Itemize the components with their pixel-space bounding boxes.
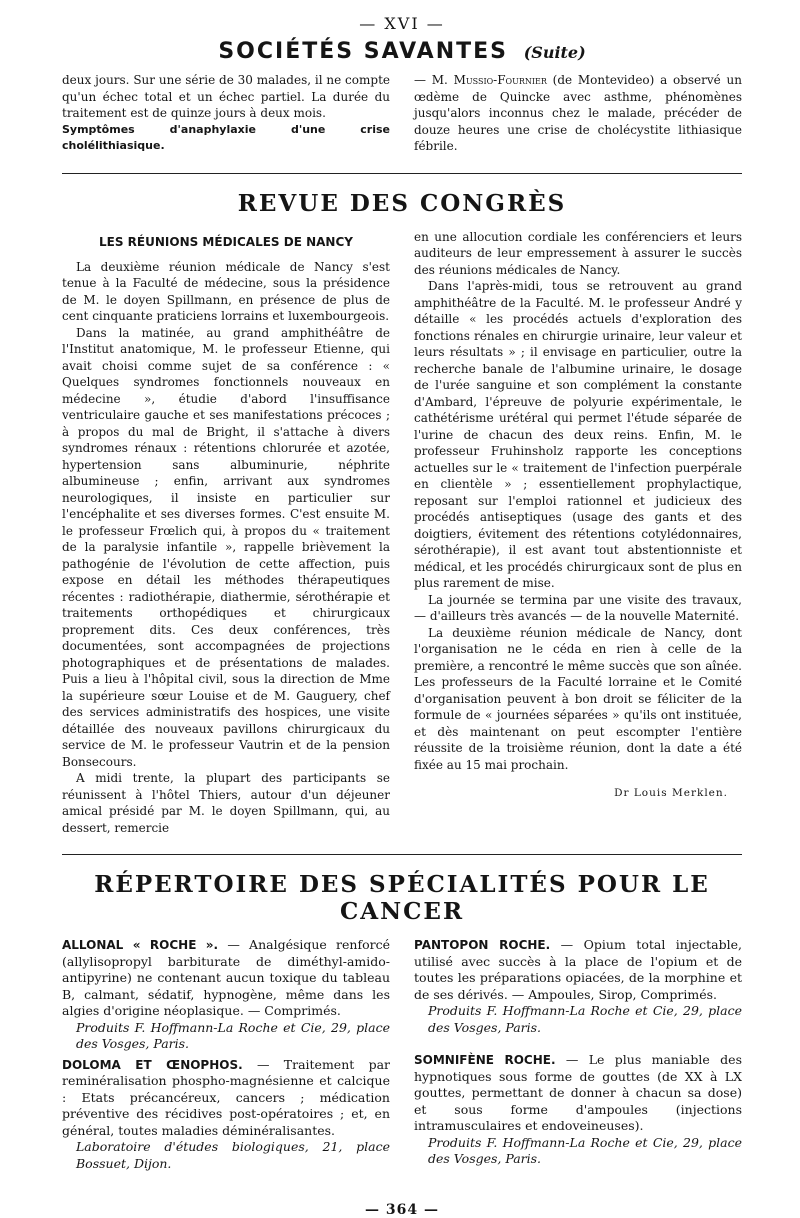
congres-subtitle: LES RÉUNIONS MÉDICALES DE NANCY xyxy=(99,234,353,249)
product-description xyxy=(62,937,390,1020)
page-roman-number: — XVI — xyxy=(359,14,445,33)
product-description xyxy=(62,1057,390,1140)
page-number: — 364 — xyxy=(365,1202,439,1218)
congres-left-paragraph: A midi trente, la plupart des participants se réunissent à l'hôtel Thiers, autour d'un déjeuner amical présidé par M. le doyen Spillmann, qui, au dessert, remercie xyxy=(62,771,390,835)
repertoire-title: RÉPERTOIRE DES SPÉCIALITÉS POUR LE CANCER xyxy=(94,871,710,925)
product-address: Produits F. Hoffmann-La Roche et Cie, 29, place des Vosges, Paris. xyxy=(428,1134,742,1166)
top-left-text: deux jours. Sur une série de 30 malades, il ne compte qu'un échec total et un échec partiel. La durée du traitement est de quinze jours à deux mois. xyxy=(62,73,390,120)
congres-left-paragraph: Dans la matinée, au grand amphithéâtre de l'Institut anatomique, M. le professeur Etienne, qui avait choisi comme sujet de sa conférence : « Quelques syndromes fonctionnels nouveaux en médecine », étudie d'abord l'insuffisance ventriculaire gauche et ses manifestations précoces ; à propos du mal de Bright, il s'attache à divers syndromes rénaux : rétentions chlorurée et azotée, hypertension sans albuminurie, néphrite albumineuse ; enfin, arrivant aux syndromes neurologiques, il insiste en particulier sur l'encéphalite et ses diverses formes. C'est ensuite M. le professeur Frœlich qui, à propos du « traitement de la paralysie infantile », rappelle brièvement la pathogénie de l'évolution de cette affection, puis expose en détail les méthodes thérapeutiques récentes : radiothérapie, diathermie, sérothérapie et traitements orthopédiques et chirurgicaux proprement dits. Ces deux conférences, très documentées, sont accompagnées de projections photographiques et de présentations de malades. Puis a lieu à l'hôpital civil, sous la direction de Mme la supérieure sœur Louise et de M. Gauguery, chef des services administratifs des hospices, une visite détaillée des nouveaux pavillons chirurgicaux du service de M. le professeur Vautrin et de la pension Bonsecours. xyxy=(62,325,390,769)
repertoire-right-column xyxy=(414,937,742,1176)
product-name: SOMNIFÈNE ROCHE. xyxy=(414,1053,556,1067)
congres-right-column xyxy=(414,229,742,837)
congres-left-column xyxy=(62,229,390,837)
product-name: PANTOPON ROCHE. xyxy=(414,938,551,952)
product-description xyxy=(414,937,742,1003)
congres-columns xyxy=(62,229,742,837)
product-text: — Analgésique renforcé (allylisopropyl barbiturate de diméthyl-amido-antipyrine) ne contenant aucun toxique du tableau B, calmant, sédatif, hypnogène, même dans les algies d'origine néoplasique. — Comprimés. xyxy=(62,937,390,1018)
congres-title: REVUE DES CONGRÈS xyxy=(237,189,567,217)
top-left-heading: Symptômes d'anaphylaxie d'une crise cholélithiasique. xyxy=(62,122,390,152)
product-text: — Opium total injectable, utilisé avec succès à la place de l'opium et de toutes les préparations opiacées, de la morphine et de ses dérivés. — Ampoules, Sirop, Comprimés. xyxy=(414,937,742,1002)
congres-right-paragraph: Dans l'après-midi, tous se retrouvent au grand amphithéâtre de la Faculté. M. le professeur André y détaille « les procédés actuels d'exploration des fonctions rénales en chirurgie urinaire, leur valeur et leurs résultats » ; il envisage en particulier, outre la recherche banale de l'albumine urinaire, le dosage de l'urée sanguine et son complément la constante d'Ambard, l'épreuve de polyurie expérimentale, le cathétérisme urétéral qui permet l'étude séparée de l'urine de chacun des deux reins. Enfin, M. le professeur Fruhinsholz rapporte les conceptions actuelles sur le « traitement de l'infection puerpérale en clientèle » ; essentiellement prophylactique, reposant sur l'emploi rationnel et judicieux des procédés antiseptiques (usage des gants et des doigtiers, évitement des rétentions cotylédonnaires, sérothérapie), il est avant tout abstentionniste et médical, et les procédés chirurgicaux sont de plus en plus rarement de mise. xyxy=(414,279,742,590)
repertoire-columns xyxy=(62,937,742,1176)
product-entry xyxy=(62,1057,390,1173)
section-title xyxy=(62,39,742,64)
top-right-column xyxy=(414,72,742,155)
product-entry xyxy=(62,937,390,1053)
product-name: DOLOMA ET ŒNOPHOS. xyxy=(62,1057,243,1072)
product-description xyxy=(414,1052,742,1135)
congres-right-paragraph: La journée se termina par une visite des travaux, — d'ailleurs très avancés — de la nouvelle Maternité. xyxy=(414,592,742,623)
product-address: Produits F. Hoffmann-La Roche et Cie, 29, place des Vosges, Paris. xyxy=(428,1003,742,1035)
divider-1 xyxy=(62,173,742,174)
congres-right-paragraph: en une allocution cordiale les conférenciers et leurs auditeurs de leur empressement à assurer le succès des réunions médicales de Nancy. xyxy=(414,229,742,277)
top-right-paragraph: — M. Mussio-Fournier (de Montevideo) a observé un œdème de Quincke avec asthme, phénomènes jusqu'alors inconnus chez le malade, précéder de douze heures une crise de cholécystite lithiasique fébrile. xyxy=(414,73,742,153)
product-address: Produits F. Hoffmann-La Roche et Cie, 29, place des Vosges, Paris. xyxy=(76,1019,390,1051)
top-right-author: M. Mussio-Fournier xyxy=(431,73,547,87)
divider-2 xyxy=(62,854,742,855)
top-columns xyxy=(62,72,742,155)
section-title-text: SOCIÉTÉS SAVANTES xyxy=(218,39,509,64)
top-left-column xyxy=(62,72,390,155)
section-suite: (Suite) xyxy=(523,43,586,62)
product-address: Laboratoire d'études biologiques, 21, place Bossuet, Dijon. xyxy=(76,1139,390,1171)
product-text: — Traitement par reminéralisation phospho-magnésienne et calcique : Etats précancéreux, cancers ; médication préventive des récidives post-opératoires ; et, en général, toutes maladies déminéralisantes. xyxy=(62,1056,391,1138)
product-entry xyxy=(414,1052,742,1168)
page xyxy=(62,14,742,1218)
product-entry xyxy=(414,937,742,1036)
repertoire-left-column xyxy=(62,937,390,1176)
spacer xyxy=(414,1040,742,1052)
top-right-text: (de Montevideo) a observé un œdème de Quincke avec asthme, phénomènes jusqu'alors inconnus chez le malade, précéder de douze heures une crise de cholécystite lithiasique fébrile. xyxy=(414,73,742,153)
congres-right-paragraph: La deuxième réunion médicale de Nancy, dont l'organisation ne le céda en rien à celle de la première, a rencontré le même succès que son aînée. Les professeurs de la Faculté lorraine et le Comité d'organisation peuvent à bon droit se féliciter de la formule de « journées séparées » qu'ils ont instituée, et dès maintenant on peut escompter l'entière réussite de la troisième réunion, dont la date a été fixée au 15 mai prochain. xyxy=(414,625,742,772)
product-text: — Le plus maniable des hypnotiques sous forme de gouttes (de XX à LX gouttes, permettant de donner à chacun sa dose) et sous forme d'ampoules (injections intramusculaires et endoveineuses). xyxy=(414,1052,742,1133)
congres-signature: Dr Louis Merklen. xyxy=(614,787,728,799)
congres-left-paragraph: La deuxième réunion médicale de Nancy s'est tenue à la Faculté de médecine, sous la présidence de M. le doyen Spillmann, en présence de plus de cent cinquante praticiens lorrains et luxembourgeois. xyxy=(62,259,390,323)
product-name: ALLONAL « ROCHE ». xyxy=(62,938,219,952)
